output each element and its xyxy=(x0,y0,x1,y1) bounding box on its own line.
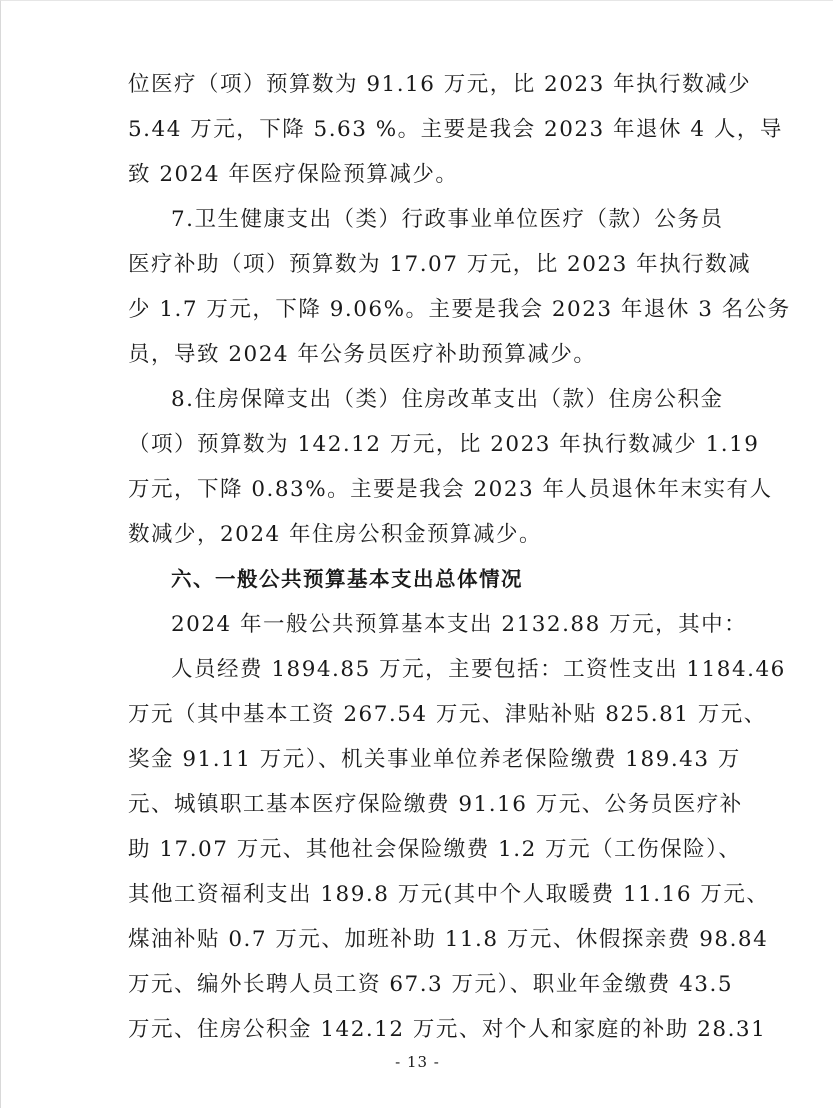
text-line: 位医疗（项）预算数为 91.16 万元，比 2023 年执行数减少 xyxy=(128,72,752,97)
paragraph-item-7 xyxy=(128,197,791,377)
text-line: 2024 年一般公共预算基本支出 2132.88 万元，其中： xyxy=(171,612,748,637)
text-line: 煤油补贴 0.7 万元、加班补助 11.8 万元、休假探亲费 98.84 xyxy=(128,927,769,952)
paragraph-personnel xyxy=(128,647,786,1052)
text-line: 5.44 万元，下降 5.63 %。主要是我会 2023 年退休 4 人，导 xyxy=(128,117,783,142)
text-line: 万元、住房公积金 142.12 万元、对个人和家庭的补助 28.31 xyxy=(128,1017,767,1042)
text-line: 人员经费 1894.85 万元，主要包括：工资性支出 1184.46 xyxy=(171,657,786,682)
text-line: 少 1.7 万元，下降 9.06%。主要是我会 2023 年退休 3 名公务 xyxy=(128,297,791,322)
text-line: （项）预算数为 142.12 万元，比 2023 年执行数减少 1.19 xyxy=(128,432,760,457)
text-line: 致 2024 年医疗保险预算减少。 xyxy=(128,162,459,187)
paragraph-item-8 xyxy=(128,377,773,557)
text-line: 奖金 91.11 万元）、机关事业单位养老保险缴费 189.43 万 xyxy=(128,747,741,772)
text-line: 7.卫生健康支出（类）行政事业单位医疗（款）公务员 xyxy=(171,207,724,232)
paragraph-continuation xyxy=(128,62,783,197)
page-body xyxy=(128,62,791,1052)
paragraph-total xyxy=(128,602,748,647)
section-heading: 六、一般公共预算基本支出总体情况 xyxy=(171,567,523,591)
text-line: 员，导致 2024 年公务员医疗补助预算减少。 xyxy=(128,342,597,367)
text-line: 元、城镇职工基本医疗保险缴费 91.16 万元、公务员医疗补 xyxy=(128,792,743,817)
text-line: 8.住房保障支出（类）住房改革支出（款）住房公积金 xyxy=(171,387,724,412)
text-line: 万元，下降 0.83%。主要是我会 2023 年人员退休年末实有人 xyxy=(128,477,773,502)
text-line: 数减少，2024 年住房公积金预算减少。 xyxy=(128,522,543,547)
page-number: - 13 - xyxy=(395,1053,440,1071)
text-line: 医疗补助（项）预算数为 17.07 万元，比 2023 年执行数减 xyxy=(128,252,752,277)
text-line: 助 17.07 万元、其他社会保险缴费 1.2 万元（工伤保险）、 xyxy=(128,837,742,862)
text-line: 其他工资福利支出 189.8 万元(其中个人取暖费 11.16 万元、 xyxy=(128,882,770,907)
text-line: 万元（其中基本工资 267.54 万元、津贴补贴 825.81 万元、 xyxy=(128,702,767,727)
text-line: 万元、编外长聘人员工资 67.3 万元）、职业年金缴费 43.5 xyxy=(128,972,733,997)
